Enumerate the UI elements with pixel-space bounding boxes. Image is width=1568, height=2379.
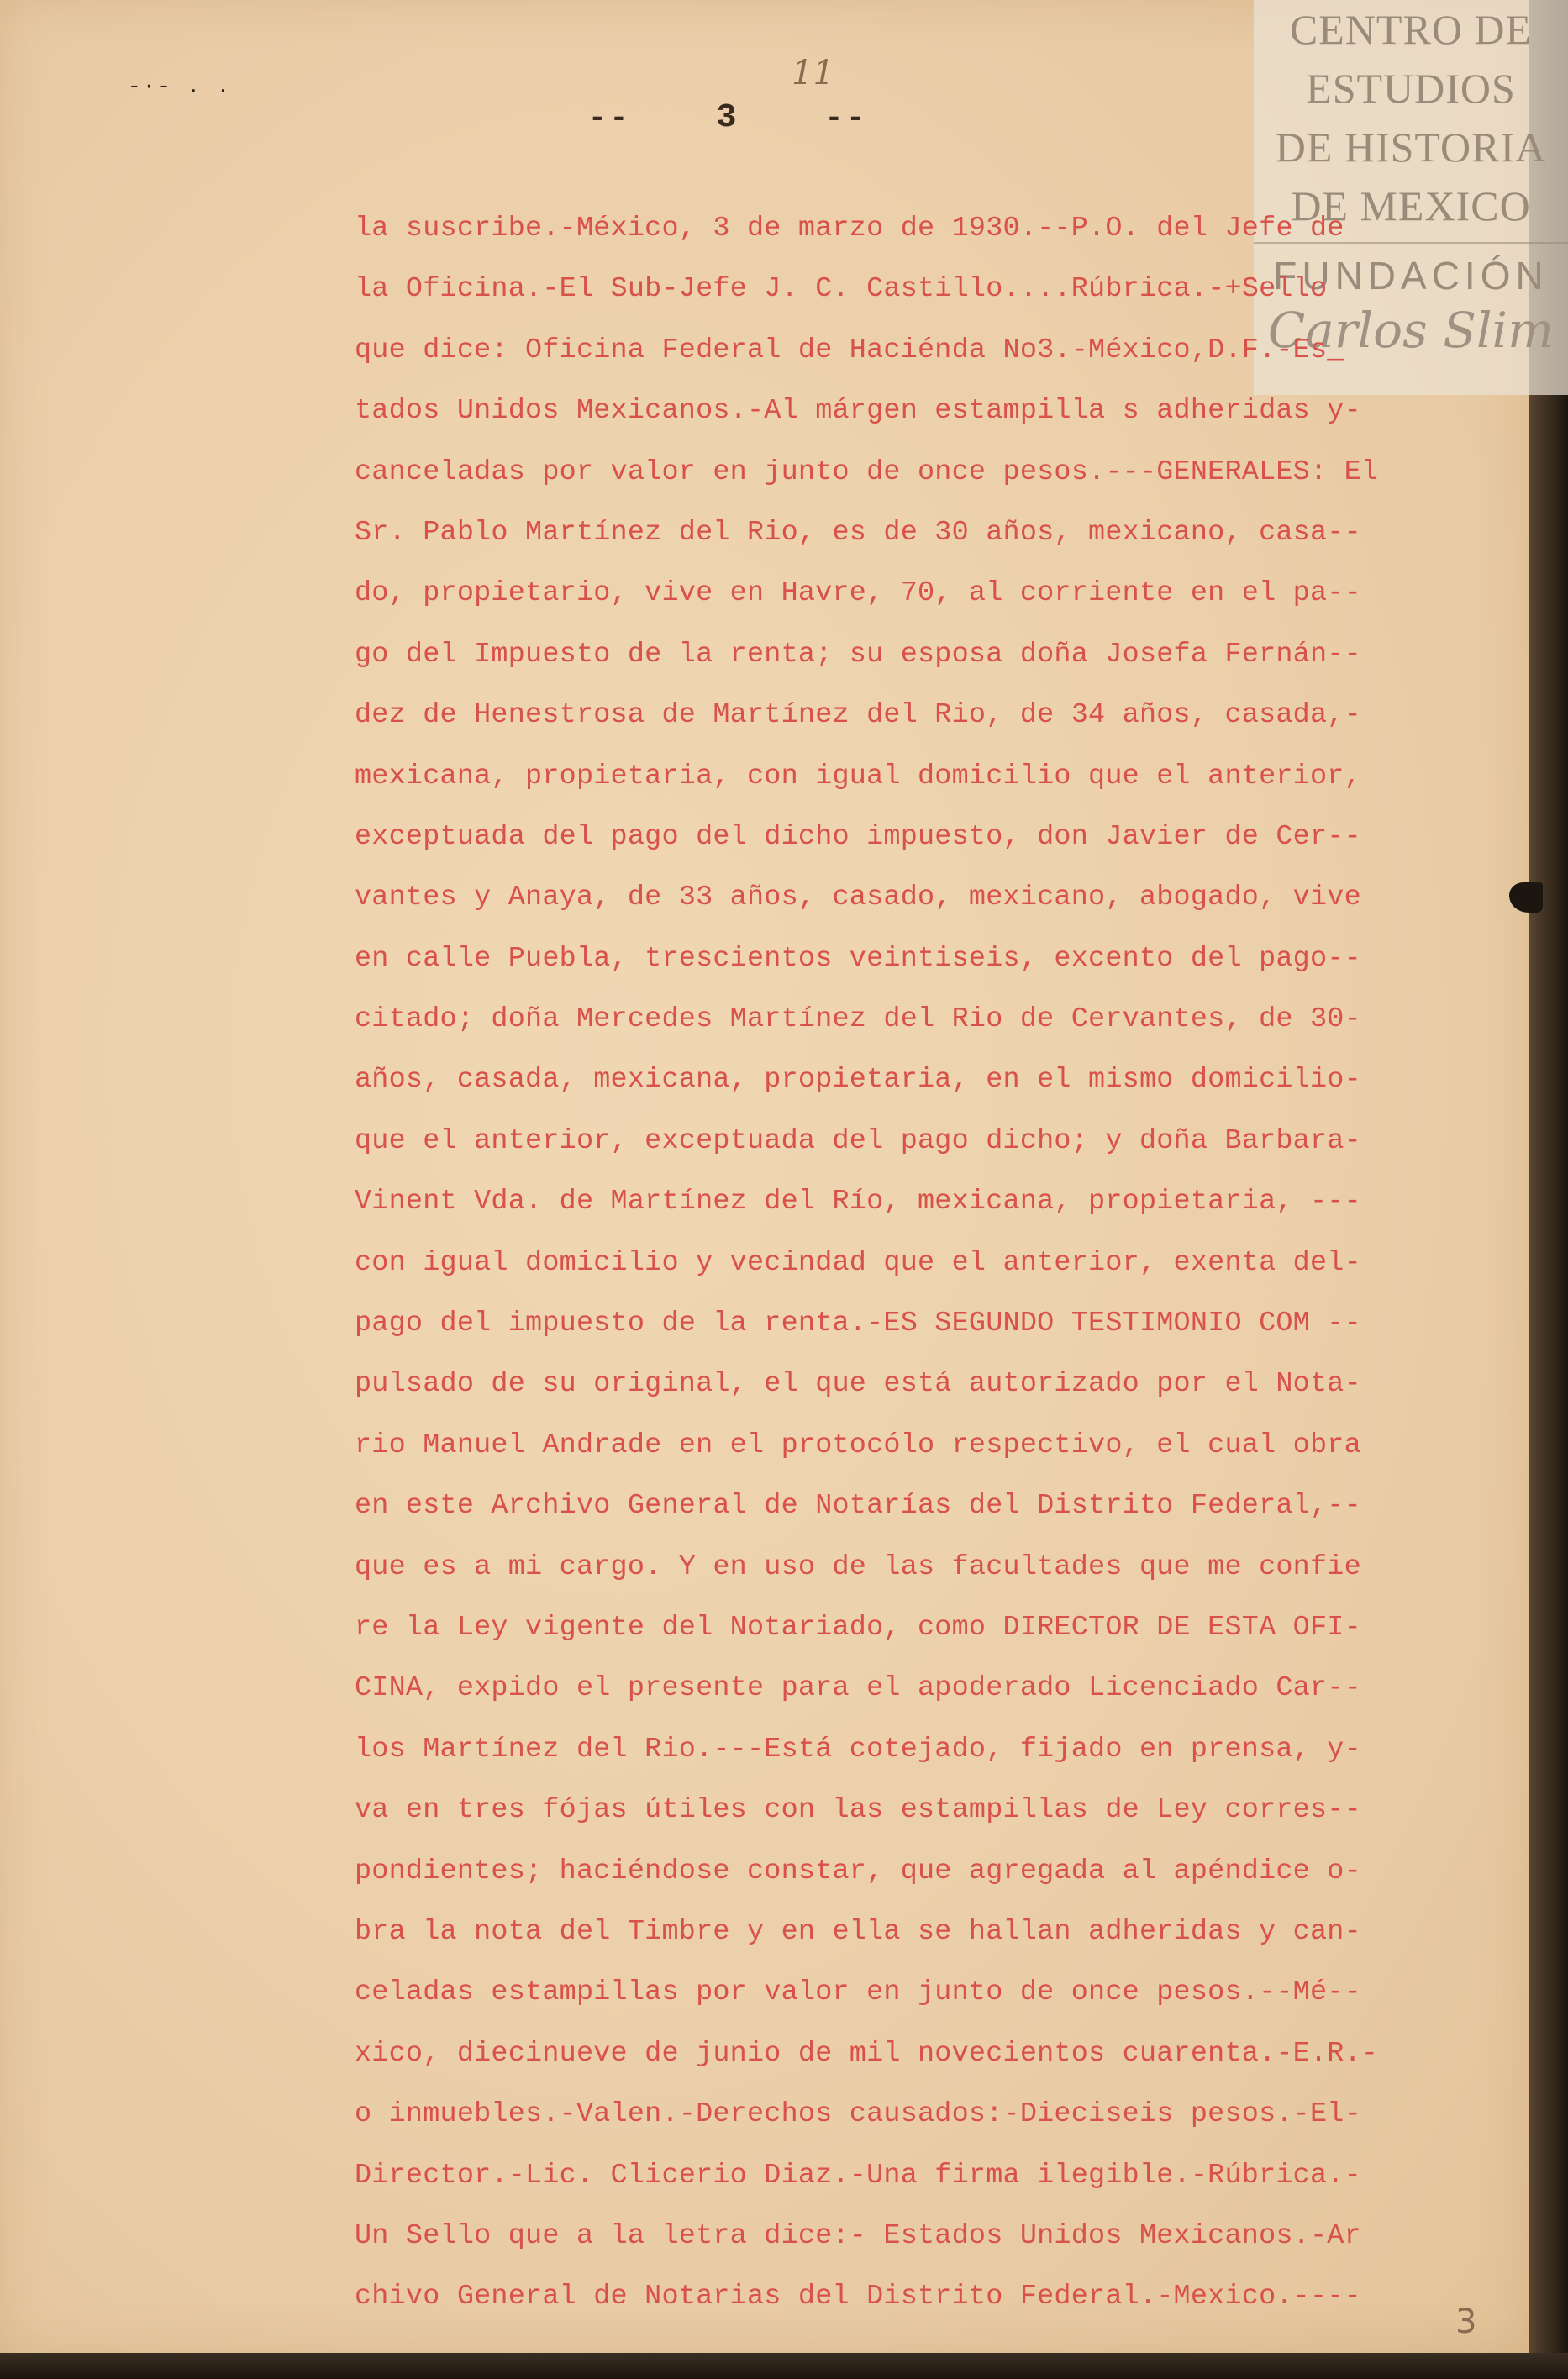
document-line: la Oficina.-El Sub-Jefe J. C. Castillo....Rúbrica.-+Sello (355, 273, 1328, 306)
watermark-foundation: FUNDACIÓN (1273, 254, 1549, 297)
document-line: rio Manuel Andrade en el protocólo respectivo, el cual obra (355, 1429, 1361, 1461)
document-line: do, propietario, vive en Havre, 70, al corriente en el pa-- (355, 577, 1361, 610)
document-line: va en tres fójas útiles con las estampillas de Ley corres-- (355, 1794, 1361, 1827)
watermark-line: CENTRO DE (1289, 6, 1533, 53)
document-line: tados Unidos Mexicanos.-Al márgen estampilla s adheridas y- (355, 395, 1361, 428)
watermark-line: ESTUDIOS (1306, 65, 1516, 112)
document-line: la suscribe.-México, 3 de marzo de 1930.--P.O. del Jefe de (355, 213, 1344, 245)
document-line: pondientes; haciéndose constar, que agregada al apéndice o- (355, 1855, 1361, 1887)
page-header (588, 99, 868, 137)
document-line: bra la nota del Timbre y en ella se hallan adheridas y can- (355, 1915, 1361, 1948)
pencil-annotation: 11 (792, 54, 834, 92)
document-line: Un Sello que a la letra dice:- Estados Unidos Mexicanos.-Ar (355, 2219, 1361, 2252)
margin-mark: -·- . . (128, 74, 232, 99)
document-line: CINA, expido el presente para el apoderado Licenciado Car-- (355, 1672, 1361, 1705)
watermark-line: DE HISTORIA (1275, 124, 1547, 171)
watermark-line: DE MEXICO (1291, 182, 1531, 229)
document-line: que es a mi cargo. Y en uso de las facultades que me confie (355, 1550, 1361, 1583)
document-line: que dice: Oficina Federal de Haciénda No3.-México,D.F.-Es_ (355, 334, 1344, 366)
document-line: citado; doña Mercedes Martínez del Rio de Cervantes, de 30- (355, 1003, 1361, 1036)
header-dash-right: -- (824, 101, 868, 135)
document-line: que el anterior, exceptuada del pago dicho; y doña Barbara- (355, 1124, 1361, 1157)
background-bottom-edge (0, 2353, 1568, 2379)
document-line: Vinent Vda. de Martínez del Río, mexicana, propietaria, --- (355, 1186, 1361, 1218)
document-line: celadas estampillas por valor en junto de once pesos.--Mé-- (355, 1976, 1361, 2009)
header-dash-left: -- (588, 101, 632, 135)
page-number: 3 (716, 99, 740, 137)
document-line: mexicana, propietaria, con igual domicilio que el anterior, (355, 760, 1361, 792)
document-body (355, 198, 1481, 2328)
document-line: años, casada, mexicana, propietaria, en el mismo domicilio- (355, 1064, 1361, 1097)
document-line: exceptuada del pago del dicho impuesto, don Javier de Cer-- (355, 820, 1361, 853)
corner-page-number: 3 (1455, 2303, 1477, 2341)
document-line: con igual domicilio y vecindad que el anterior, exenta del- (355, 1246, 1361, 1279)
document-line: re la Ley vigente del Notariado, como DIRECTOR DE ESTA OFI- (355, 1611, 1361, 1644)
document-line: vantes y Anaya, de 33 años, casado, mexicano, abogado, vive (355, 882, 1361, 914)
document-line: o inmuebles.-Valen.-Derechos causados:-Dieciseis pesos.-El- (355, 2098, 1361, 2131)
document-line: go del Impuesto de la renta; su esposa doña Josefa Fernán-- (355, 638, 1361, 671)
document-line: canceladas por valor en junto de once pesos.---GENERALES: El (355, 455, 1379, 488)
document-line: dez de Henestrosa de Martínez del Rio, de 34 años, casada,- (355, 699, 1361, 732)
document-line: en calle Puebla, trescientos veintiseis, excento del pago-- (355, 942, 1361, 975)
document-line: los Martínez del Rio.---Está cotejado, fijado en prensa, y- (355, 1733, 1361, 1766)
watermark-signature: Carlos Slim (1267, 302, 1555, 359)
document-line: chivo General de Notarias del Distrito Federal.-Mexico.---- (355, 2281, 1361, 2313)
document-line: xico, diecinueve de junio de mil novecientos cuarenta.-E.R.- (355, 2037, 1379, 2070)
document-line: en este Archivo General de Notarías del Distrito Federal,-- (355, 1490, 1361, 1523)
document-line: Sr. Pablo Martínez del Rio, es de 30 años, mexicano, casa-- (355, 516, 1361, 549)
document-line: pago del impuesto de la renta.-ES SEGUNDO TESTIMONIO COM -- (355, 1308, 1361, 1340)
document-line: Director.-Lic. Clicerio Diaz.-Una firma ilegible.-Rúbrica.- (355, 2159, 1361, 2192)
document-line: pulsado de su original, el que está autorizado por el Nota- (355, 1368, 1361, 1401)
